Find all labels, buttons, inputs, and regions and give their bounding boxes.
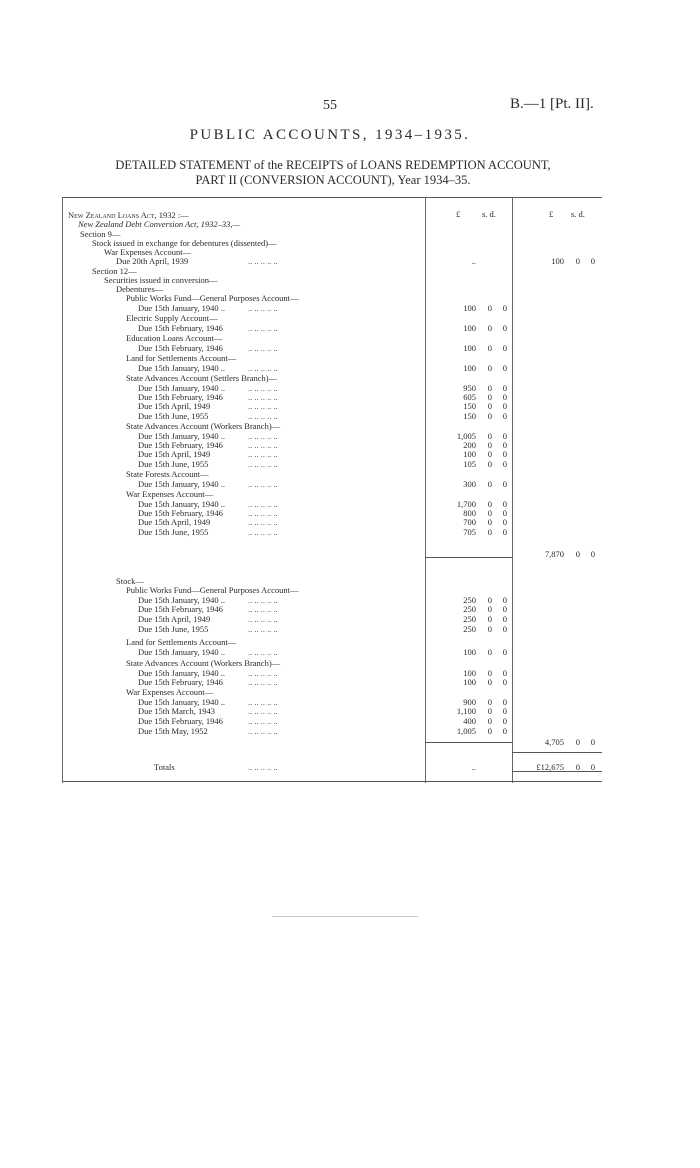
table-row <box>62 411 602 421</box>
table-row <box>62 527 602 537</box>
row-label: Due 15th June, 1955 <box>138 624 209 634</box>
amount-pounds: 900 <box>463 697 476 707</box>
row-label: Due 15th April, 1949 <box>138 401 211 411</box>
amount-pounds: 250 <box>463 595 476 605</box>
amount-pounds: 400 <box>463 716 476 726</box>
row-label: Due 15th April, 1949 <box>138 449 211 459</box>
leader-dots: .. .. .. .. .. <box>248 706 278 716</box>
col2-pounds-header: £ <box>549 209 554 219</box>
table-row <box>62 333 602 343</box>
amount-shillings: 0 <box>487 449 492 459</box>
row-label: Totals <box>154 762 175 772</box>
leader-dots: .. .. .. .. .. <box>248 363 278 373</box>
leader-dots: .. .. .. .. .. <box>248 716 278 726</box>
amount-shillings: 0 <box>487 604 492 614</box>
leader-dots: .. .. .. .. .. <box>248 401 278 411</box>
row-label: Due 15th June, 1955 <box>138 459 209 469</box>
table-row <box>62 726 602 736</box>
row-label: Due 15th March, 1943 <box>138 706 215 716</box>
row-label: Due 15th February, 1946 <box>138 508 223 518</box>
amount-pence: 0 <box>502 343 507 353</box>
total-shillings: 0 <box>575 762 580 772</box>
row-label: Land for Settlements Account— <box>126 637 237 647</box>
row-label: Due 15th January, 1940 .. <box>138 431 226 441</box>
row-label: Section 12— <box>92 266 137 276</box>
table-row <box>62 624 602 634</box>
amount-shillings: 0 <box>487 499 492 509</box>
leader-dots: .. .. .. .. .. <box>248 697 278 707</box>
table-row <box>62 363 602 373</box>
row-label: Due 15th June, 1955 <box>138 411 209 421</box>
amount-shillings: 0 <box>487 323 492 333</box>
row-label: Due 15th January, 1940 .. <box>138 647 226 657</box>
amount-pounds: 100 <box>463 449 476 459</box>
leader-dots: .. .. .. .. .. <box>248 459 278 469</box>
amount-pounds: 1,005 <box>456 431 476 441</box>
amount-pounds: 100 <box>463 363 476 373</box>
subtitle-line-1: DETAILED STATEMENT of the RECEIPTS of LOANS REDEMPTION ACCOUNT, <box>115 158 551 172</box>
leader-dots: .. .. .. .. .. <box>248 411 278 421</box>
amount-pence: 0 <box>502 604 507 614</box>
amount-pounds: 250 <box>463 604 476 614</box>
amount-pence: 0 <box>502 392 507 402</box>
table-row <box>62 687 602 697</box>
row-label: Due 15th February, 1946 <box>138 440 223 450</box>
totals-rule-top <box>512 752 602 753</box>
row-label: Due 15th January, 1940 .. <box>138 499 226 509</box>
amount-shillings: 0 <box>487 614 492 624</box>
amount-shillings: 0 <box>487 677 492 687</box>
total-pence: 0 <box>590 256 595 266</box>
table-row <box>62 469 602 479</box>
amount-pounds: 100 <box>463 343 476 353</box>
row-label: Debentures— <box>116 284 164 294</box>
footer-rule <box>272 916 418 917</box>
row-label: State Advances Account (Workers Branch)— <box>126 421 281 431</box>
amount-pounds: 250 <box>463 614 476 624</box>
amount-shillings: 0 <box>487 303 492 313</box>
leader-dots: .. .. .. .. .. <box>248 677 278 687</box>
leader-dots: .. .. .. .. .. <box>248 449 278 459</box>
amount-pence: 0 <box>502 440 507 450</box>
amount-pounds: 300 <box>463 479 476 489</box>
amount-pounds: 705 <box>463 527 476 537</box>
amount-pounds: .. <box>471 256 476 266</box>
amount-pence: 0 <box>502 459 507 469</box>
amount-shillings: 0 <box>487 647 492 657</box>
row-label: Due 15th February, 1946 <box>138 323 223 333</box>
row-label: State Advances Account (Settlers Branch)— <box>126 373 278 383</box>
amount-pounds: 100 <box>463 323 476 333</box>
amount-shillings: 0 <box>487 706 492 716</box>
total-pence: 0 <box>590 737 595 747</box>
leader-dots: .. .. .. .. .. <box>248 668 278 678</box>
amount-pence: 0 <box>502 697 507 707</box>
amount-pounds: 950 <box>463 383 476 393</box>
leader-dots: .. .. .. .. .. <box>248 614 278 624</box>
table-row <box>62 219 602 229</box>
table-row <box>62 604 602 614</box>
col1-sd-header: s. d. <box>482 209 496 219</box>
amount-pence: 0 <box>502 431 507 441</box>
row-label: Due 15th February, 1946 <box>138 343 223 353</box>
row-label: New Zealand Loans Act, 1932 :— <box>68 210 189 220</box>
amount-shillings: 0 <box>487 716 492 726</box>
leader-dots: .. .. .. .. .. <box>248 303 278 313</box>
amount-pounds: 800 <box>463 508 476 518</box>
amount-pence: 0 <box>502 614 507 624</box>
amount-shillings: 0 <box>487 479 492 489</box>
table-row <box>62 353 602 363</box>
amount-pence: 0 <box>502 411 507 421</box>
amount-pence: 0 <box>502 499 507 509</box>
amount-pence: 0 <box>502 706 507 716</box>
row-label: Due 15th January, 1940 .. <box>138 383 226 393</box>
table-row <box>62 517 602 527</box>
amount-shillings: 0 <box>487 411 492 421</box>
statement-table <box>62 197 602 783</box>
table-row <box>62 343 602 353</box>
table-row <box>62 421 602 431</box>
amount-pounds: 250 <box>463 624 476 634</box>
row-label: Due 15th January, 1940 .. <box>138 668 226 678</box>
total-pounds: £12,675 <box>536 762 564 772</box>
leader-dots: .. .. .. .. .. <box>248 508 278 518</box>
amount-shillings: 0 <box>487 517 492 527</box>
total-pence: 0 <box>590 549 595 559</box>
page-number: 55 <box>323 98 337 113</box>
leader-dots: .. .. .. .. .. <box>248 256 278 266</box>
amount-pounds: 1,700 <box>456 499 476 509</box>
amount-pounds: 1,005 <box>456 726 476 736</box>
amount-pounds: 150 <box>463 411 476 421</box>
amount-pounds: 100 <box>463 303 476 313</box>
total-shillings: 0 <box>575 256 580 266</box>
row-label: Due 15th May, 1952 <box>138 726 208 736</box>
total-pounds: 4,705 <box>544 737 564 747</box>
amount-pounds: 100 <box>463 647 476 657</box>
amount-pence: 0 <box>502 479 507 489</box>
amount-shillings: 0 <box>487 697 492 707</box>
amount-pence: 0 <box>502 677 507 687</box>
table-row <box>62 614 602 624</box>
amount-pence: 0 <box>502 527 507 537</box>
amount-pence: 0 <box>502 303 507 313</box>
table-bottom-rule <box>62 781 602 782</box>
table-row <box>62 637 602 647</box>
row-label: Section 9— <box>80 229 121 239</box>
row-label: Due 20th April, 1939 <box>116 256 189 266</box>
amount-shillings: 0 <box>487 343 492 353</box>
row-label: Public Works Fund—General Purposes Account— <box>126 585 299 595</box>
row-label: State Forests Account— <box>126 469 209 479</box>
row-label: War Expenses Account— <box>104 247 192 257</box>
row-label: War Expenses Account— <box>126 687 214 697</box>
table-row <box>62 303 602 313</box>
amount-pounds: 150 <box>463 401 476 411</box>
subtitle-line-2: PART II (CONVERSION ACCOUNT), Year 1934–35. <box>195 173 471 187</box>
row-label: Land for Settlements Account— <box>126 353 237 363</box>
leader-dots: .. .. .. .. .. <box>248 392 278 402</box>
row-label: Due 15th February, 1946 <box>138 604 223 614</box>
table-row <box>62 585 602 595</box>
table-row <box>62 293 602 303</box>
amount-shillings: 0 <box>487 459 492 469</box>
leader-dots: .. .. .. .. .. <box>248 479 278 489</box>
amount-pence: 0 <box>502 595 507 605</box>
amount-shillings: 0 <box>487 392 492 402</box>
amount-pence: 0 <box>502 449 507 459</box>
amount-pence: 0 <box>502 363 507 373</box>
statement-subtitle <box>0 158 666 188</box>
row-label: Electric Supply Account— <box>126 313 218 323</box>
row-label: Due 15th January, 1940 .. <box>138 697 226 707</box>
amount-pence: 0 <box>502 323 507 333</box>
table-row <box>62 459 602 469</box>
amount-shillings: 0 <box>487 595 492 605</box>
leader-dots: .. .. .. .. .. <box>248 431 278 441</box>
table-row <box>62 256 602 266</box>
table-row <box>62 549 602 559</box>
leader-dots: .. .. .. .. .. <box>248 343 278 353</box>
amount-pence: 0 <box>502 517 507 527</box>
table-row <box>62 449 602 459</box>
amount-pence: 0 <box>502 716 507 726</box>
row-label: Due 15th June, 1955 <box>138 527 209 537</box>
leader-dots: .. .. .. .. .. <box>248 604 278 614</box>
leader-dots: .. .. .. .. .. <box>248 624 278 634</box>
amount-pounds: 105 <box>463 459 476 469</box>
row-label: Due 15th February, 1946 <box>138 677 223 687</box>
table-row <box>62 401 602 411</box>
total-shillings: 0 <box>575 737 580 747</box>
row-label: Due 15th January, 1940 .. <box>138 479 226 489</box>
amount-shillings: 0 <box>487 401 492 411</box>
table-row <box>62 323 602 333</box>
row-label: Due 15th January, 1940 .. <box>138 595 226 605</box>
row-label: Due 15th April, 1949 <box>138 517 211 527</box>
leader-dots: .. .. .. .. .. <box>248 440 278 450</box>
table-row <box>62 762 602 772</box>
amount-shillings: 0 <box>487 527 492 537</box>
amount-pence: 0 <box>502 624 507 634</box>
leader-dots: .. .. .. .. .. <box>248 647 278 657</box>
row-label: Due 15th April, 1949 <box>138 614 211 624</box>
leader-dots: .. .. .. .. .. <box>248 383 278 393</box>
amount-pounds: 100 <box>463 668 476 678</box>
table-row <box>62 706 602 716</box>
table-row <box>62 313 602 323</box>
total-pounds: 100 <box>551 256 564 266</box>
table-row <box>62 489 602 499</box>
table-row <box>62 677 602 687</box>
row-label: Due 15th January, 1940 .. <box>138 363 226 373</box>
leader-dots: .. .. .. .. .. <box>248 595 278 605</box>
row-label: Stock issued in exchange for debentures (dissented)— <box>92 238 277 248</box>
table-row <box>62 658 602 668</box>
row-label: Public Works Fund—General Purposes Account— <box>126 293 299 303</box>
amount-pence: 0 <box>502 401 507 411</box>
leader-dots: .. .. .. .. .. <box>248 527 278 537</box>
table-row <box>62 737 602 747</box>
amount-shillings: 0 <box>487 363 492 373</box>
table-row <box>62 479 602 489</box>
row-label: Due 15th February, 1946 <box>138 716 223 726</box>
amount-shillings: 0 <box>487 726 492 736</box>
leader-dots: .. .. .. .. .. <box>248 517 278 527</box>
leader-dots: .. .. .. .. .. <box>248 762 278 772</box>
amount-pence: 0 <box>502 383 507 393</box>
row-label: Stock— <box>116 576 144 586</box>
table-top-rule <box>62 197 602 198</box>
amount-pounds: 605 <box>463 392 476 402</box>
leader-dots: .. .. .. .. .. <box>248 323 278 333</box>
row-label: Due 15th February, 1946 <box>138 392 223 402</box>
table-row <box>62 716 602 726</box>
total-shillings: 0 <box>575 549 580 559</box>
row-label: War Expenses Account— <box>126 489 214 499</box>
amount-pounds: 100 <box>463 677 476 687</box>
row-label: Securities issued in conversion— <box>104 275 218 285</box>
amount-pounds: 700 <box>463 517 476 527</box>
amount-pence: 0 <box>502 668 507 678</box>
leader-dots: .. .. .. .. .. <box>248 499 278 509</box>
amount-pounds: .. <box>471 762 476 772</box>
amount-shillings: 0 <box>487 624 492 634</box>
table-row <box>62 373 602 383</box>
amount-shillings: 0 <box>487 431 492 441</box>
amount-pence: 0 <box>502 726 507 736</box>
amount-pounds: 1,100 <box>456 706 476 716</box>
amount-pence: 0 <box>502 508 507 518</box>
amount-pounds: 200 <box>463 440 476 450</box>
amount-shillings: 0 <box>487 383 492 393</box>
page-reference: B.—1 [Pt. II]. <box>510 96 594 112</box>
amount-shillings: 0 <box>487 440 492 450</box>
row-label: Due 15th January, 1940 .. <box>138 303 226 313</box>
total-pounds: 7,870 <box>544 549 564 559</box>
amount-shillings: 0 <box>487 508 492 518</box>
col1-pounds-header: £ <box>456 209 461 219</box>
leader-dots: .. .. .. .. .. <box>248 726 278 736</box>
row-label: State Advances Account (Workers Branch)— <box>126 658 281 668</box>
amount-shillings: 0 <box>487 668 492 678</box>
page-title: PUBLIC ACCOUNTS, 1934–1935. <box>189 127 471 143</box>
col2-sd-header: s. d. <box>571 209 585 219</box>
table-row <box>62 647 602 657</box>
row-label: New Zealand Debt Conversion Act, 1932–33,— <box>78 219 241 229</box>
total-pence: 0 <box>590 762 595 772</box>
row-label: Education Loans Account— <box>126 333 223 343</box>
amount-pence: 0 <box>502 647 507 657</box>
